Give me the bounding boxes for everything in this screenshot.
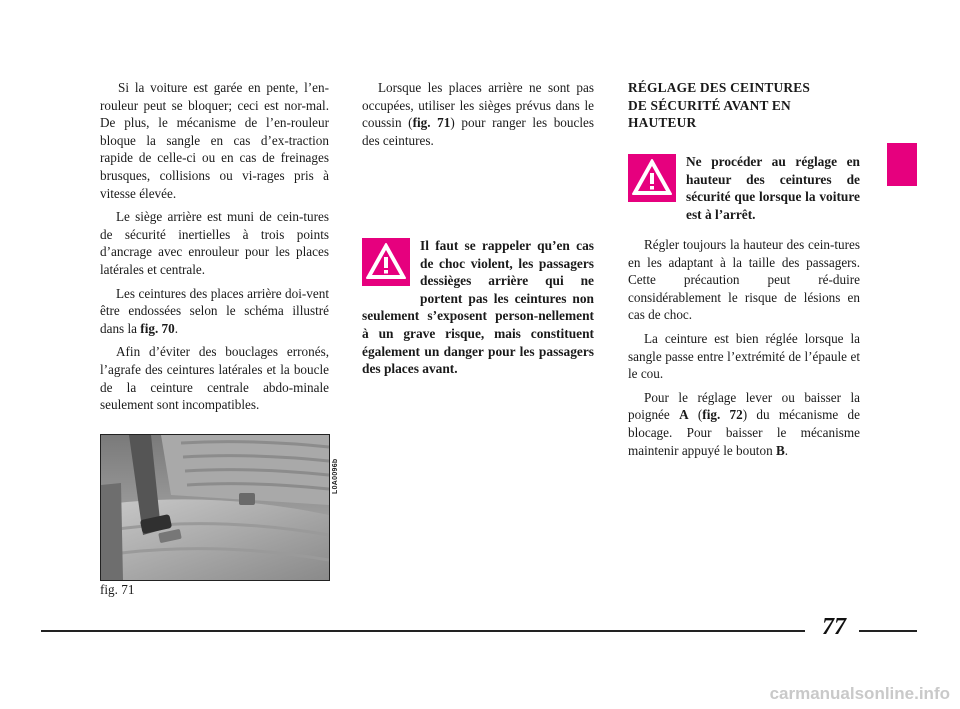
- footer-rule: [859, 630, 917, 632]
- label-b: B: [775, 442, 785, 458]
- paragraph: Afin d’éviter des bouclages erronés, l’agrafe des ceintures latérales et la boucle de la ceinture centrale abdo-minale seulement sont incompatibles.: [100, 344, 329, 413]
- paragraph: La ceinture est bien réglée lorsque la sangle passe entre l’extrémité de l’épaule et le cou.: [628, 330, 860, 382]
- warning-box: [362, 237, 594, 378]
- figure-caption: fig. 71: [100, 582, 135, 597]
- paragraph-text: ) pour ranger les boucles des ceintures.: [362, 115, 594, 148]
- warning-triangle-icon: [362, 238, 410, 286]
- column-2: [362, 79, 594, 155]
- page-number: 77: [822, 614, 846, 640]
- figure-reference: fig. 70: [140, 320, 175, 336]
- warning-text: Il faut se rappeler qu’en cas de choc violent, les passagers dessièges arrière qui ne portent pas les ceintures non seulement s’exposent person-nellement à un grave risque, mais constituent également un danger pour les passagers des places avant.: [362, 238, 594, 377]
- paragraph-text: .: [784, 442, 789, 458]
- warning-triangle-icon: [628, 154, 676, 202]
- section-tab: [887, 143, 917, 186]
- paragraph-text: .: [174, 320, 179, 336]
- column-3: [628, 79, 860, 132]
- paragraph: Si la voiture est garée en pente, l’en-rouleur peut se bloquer; ceci est nor-mal. De plus, le mécanisme de l’en-rouleur bloque la sangle en cas d’ex-traction rapide de celle-ci ou en cas de freinages brusques, collisions ou vi-rages pris à vitesse élevée.: [100, 80, 329, 201]
- figure-reference: fig. 72: [702, 407, 743, 423]
- column-1: [100, 79, 329, 420]
- paragraph: Régler toujours la hauteur des cein-tures en les adaptant à la taille des passagers. Cette précaution peut ré-duire considérablement le risque de lésions en cas de choc.: [628, 237, 860, 323]
- figure-reference: fig. 71: [412, 115, 451, 131]
- watermark: carmanualsonline.info: [769, 684, 950, 703]
- label-a: A: [679, 407, 689, 423]
- paragraph-text: Lorsque les places arrière ne sont pas occupées, utiliser les sièges prévus dans le coussin (: [362, 80, 594, 131]
- section-heading: RÉGLAGE DES CEINTURES DE SÉCURITÉ AVANT EN HAUTEUR: [628, 80, 811, 131]
- paragraph: [628, 389, 860, 459]
- paragraph: [362, 79, 594, 149]
- paragraph: [100, 285, 329, 338]
- warning-text: Ne procéder au réglage en hauteur des ceintures de sécurité que lorsque la voiture est à l’arrêt.: [686, 154, 860, 222]
- figure-photo-rear-seat: [100, 434, 330, 581]
- column-3-body: [628, 236, 860, 465]
- warning-box: [628, 153, 860, 223]
- paragraph-text: (: [688, 407, 703, 423]
- paragraph-text: Pour le réglage lever ou baisser la poignée: [628, 389, 860, 423]
- rear-seat-illustration: [101, 435, 329, 580]
- paragraph-text: ) du mécanisme de blocage. Pour baisser le mécanisme maintenir appuyé le bouton: [628, 407, 860, 458]
- paragraph: Le siège arrière est muni de cein-tures de sécurité inertielles à trois points d’ancrage avec enrouleur pour les places latérales et centrale.: [100, 209, 329, 277]
- figure-code: L0A0096b: [332, 458, 339, 494]
- paragraph-text: Les ceintures des places arrière doi-vent être endossées selon le schéma illustré dans la: [100, 285, 329, 336]
- footer-rule: [41, 630, 805, 632]
